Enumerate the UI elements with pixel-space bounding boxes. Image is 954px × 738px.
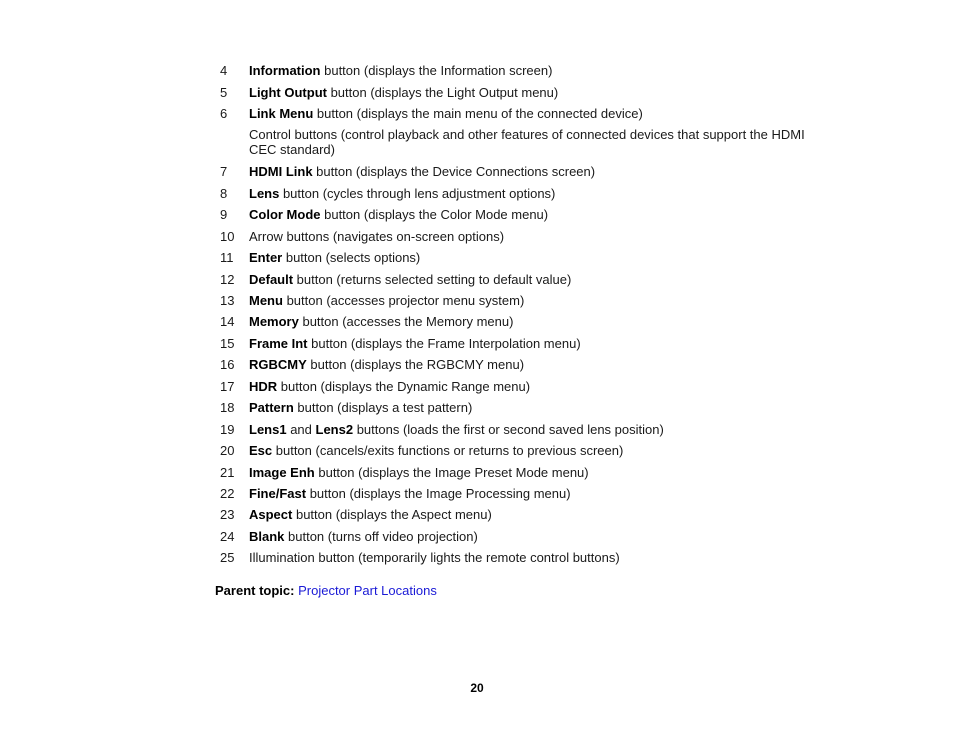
item-description (249, 229, 824, 244)
item-description (249, 379, 824, 394)
item-number: 13 (220, 293, 235, 308)
item-number: 5 (220, 85, 228, 100)
description-text: button (displays the Aspect menu) (292, 507, 492, 522)
description-text: button (displays a test pattern) (293, 400, 473, 415)
description-text: button (displays the main menu of the connected device) (313, 106, 643, 121)
parent-topic-link[interactable]: Projector Part Locations (298, 583, 437, 598)
description-text: button (selects options) (282, 250, 421, 265)
item-number: 4 (220, 63, 228, 78)
item-number: 18 (220, 400, 235, 415)
parent-topic (215, 583, 437, 598)
item-number: 7 (220, 164, 228, 179)
item-description (249, 443, 824, 458)
button-name: Image Enh (249, 465, 315, 480)
description-text: Illumination button (temporarily lights the remote control buttons) (249, 550, 620, 565)
item-description (249, 63, 824, 78)
item-number: 24 (220, 529, 235, 544)
item-description (249, 550, 824, 565)
button-name: Information (249, 63, 321, 78)
button-name: Fine/Fast (249, 486, 307, 501)
item-description (249, 164, 824, 179)
description-text: Control buttons (control playback and other features of connected devices that support the HDMI CEC standard) (249, 127, 805, 157)
description-text: button (displays the Dynamic Range menu) (277, 379, 531, 394)
item-number: 9 (220, 207, 228, 222)
button-name: Default (249, 272, 294, 287)
button-name: Menu (249, 293, 283, 308)
button-name: RGBCMY (249, 357, 307, 372)
button-name: Esc (249, 443, 273, 458)
conjunction-text: and (286, 422, 316, 437)
item-number: 6 (220, 106, 228, 121)
item-description (249, 400, 824, 415)
description-text: button (displays the Device Connections screen) (312, 164, 596, 179)
description-text: button (displays the Information screen) (320, 63, 553, 78)
item-description (249, 314, 824, 329)
item-number: 21 (220, 465, 235, 480)
button-name: HDR (249, 379, 278, 394)
item-description (249, 106, 824, 121)
description-text: Arrow buttons (navigates on-screen options) (249, 229, 505, 244)
button-name: Memory (249, 314, 299, 329)
item-number: 22 (220, 486, 235, 501)
item-number: 10 (220, 229, 235, 244)
item-description (249, 207, 824, 222)
item-description (249, 465, 824, 480)
description-text: button (displays the Light Output menu) (326, 85, 559, 100)
description-text: button (cancels/exits functions or returns to previous screen) (272, 443, 624, 458)
item-number: 23 (220, 507, 235, 522)
item-description (249, 272, 824, 287)
button-name: Aspect (249, 507, 293, 522)
description-text: button (displays the Color Mode menu) (320, 207, 549, 222)
button-name: Lens1 (249, 422, 287, 437)
description-text: button (accesses the Memory menu) (298, 314, 514, 329)
item-number: 8 (220, 186, 228, 201)
item-number: 25 (220, 550, 235, 565)
item-number: 20 (220, 443, 235, 458)
item-description (249, 293, 824, 308)
item-description (249, 422, 824, 437)
button-name: HDMI Link (249, 164, 313, 179)
description-text: button (returns selected setting to default value) (293, 272, 572, 287)
description-text: button (displays the Frame Interpolation menu) (307, 336, 581, 351)
description-text: button (cycles through lens adjustment options) (279, 186, 556, 201)
button-name: Pattern (249, 400, 294, 415)
description-text: button (displays the Image Preset Mode menu) (314, 465, 589, 480)
button-name: Link Menu (249, 106, 314, 121)
item-description (249, 507, 824, 522)
item-number: 19 (220, 422, 235, 437)
button-name: Blank (249, 529, 285, 544)
description-text: button (turns off video projection) (284, 529, 478, 544)
button-name: Color Mode (249, 207, 321, 222)
item-number: 15 (220, 336, 235, 351)
item-number: 11 (220, 250, 234, 265)
description-text: buttons (loads the first or second saved lens position) (353, 422, 664, 437)
item-description (249, 250, 824, 265)
button-name: Frame Int (249, 336, 308, 351)
item-number: 12 (220, 272, 235, 287)
item-description (249, 186, 824, 201)
description-text: button (displays the RGBCMY menu) (306, 357, 525, 372)
item-description (249, 85, 824, 100)
page-number: 20 (470, 681, 484, 695)
item-number: 16 (220, 357, 235, 372)
description-text: button (displays the Image Processing menu) (306, 486, 571, 501)
item-description (249, 529, 824, 544)
button-name: Light Output (249, 85, 327, 100)
item-description (249, 486, 824, 501)
button-name: Lens (249, 186, 280, 201)
item-description (249, 336, 824, 351)
parent-topic-label: Parent topic: (215, 583, 295, 598)
item-description (249, 357, 824, 372)
item-number: 17 (220, 379, 235, 394)
item-number: 14 (220, 314, 235, 329)
button-name: Enter (249, 250, 283, 265)
button-name: Lens2 (315, 422, 354, 437)
description-text: button (accesses projector menu system) (282, 293, 525, 308)
item-description (249, 127, 824, 157)
